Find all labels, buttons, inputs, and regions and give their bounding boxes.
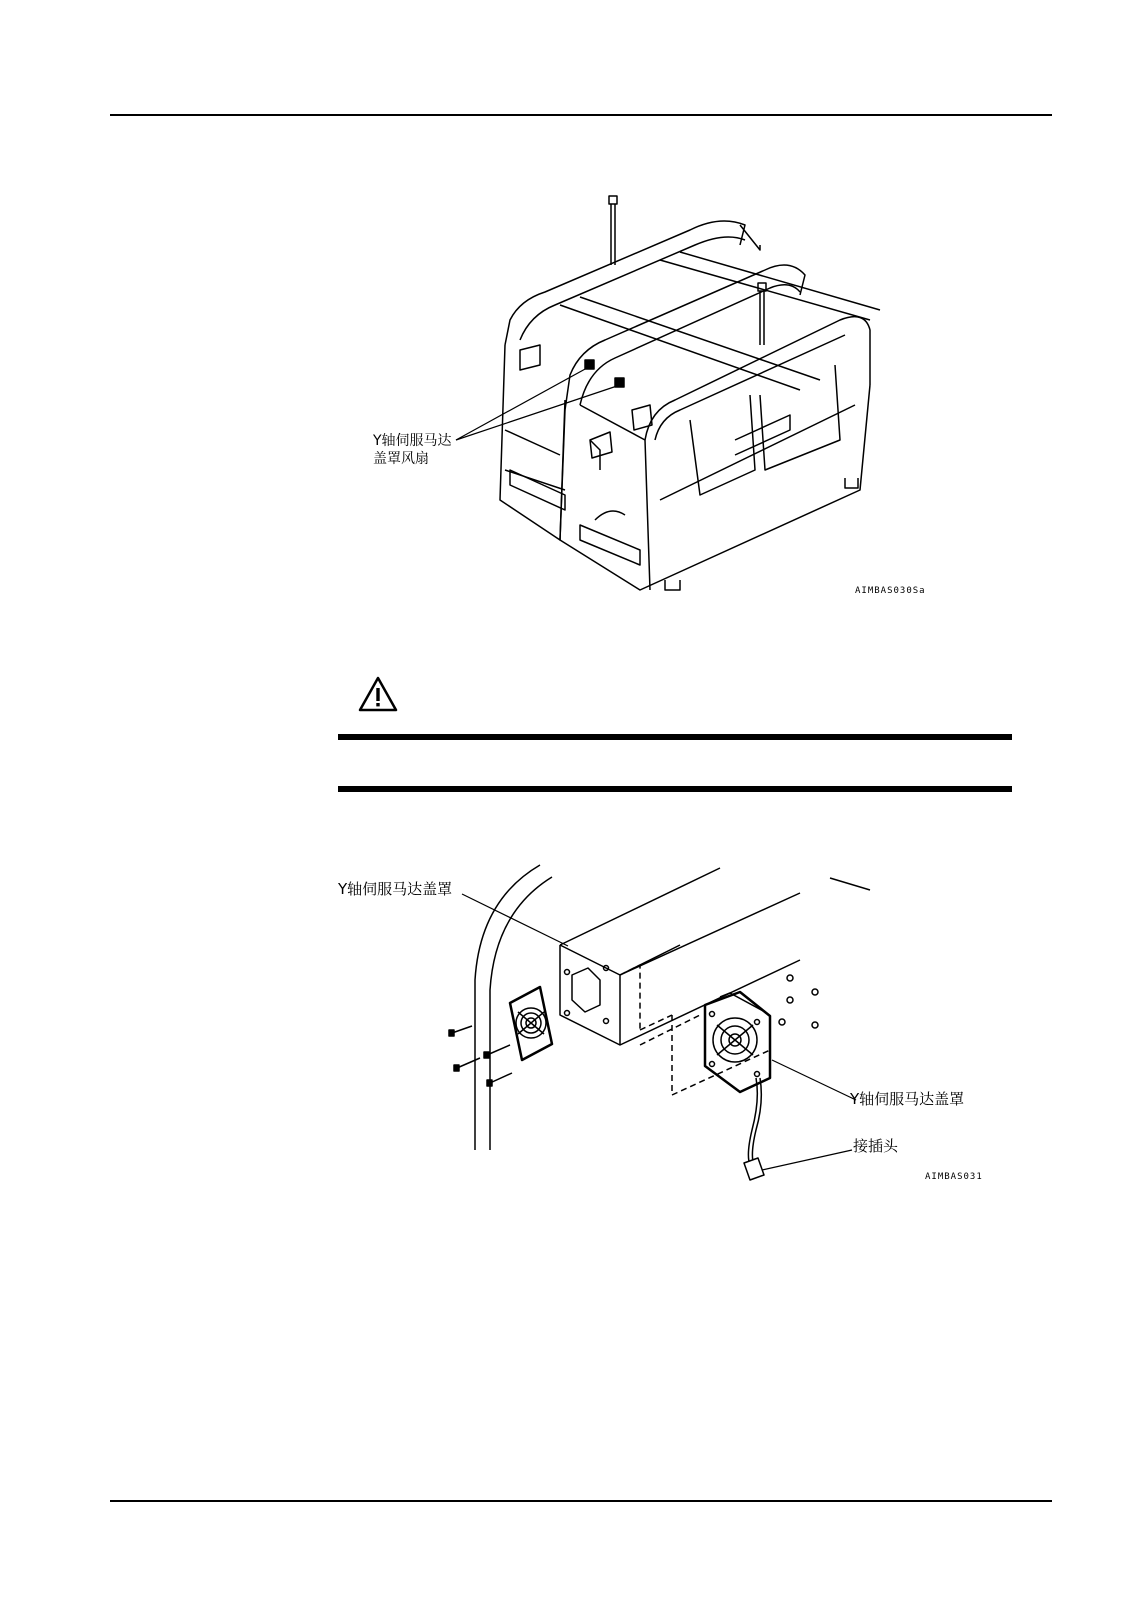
fan-callout-label: Y轴伺服马达 盖罩风扇: [373, 433, 452, 467]
cover-label: Y轴伺服马达盖罩: [338, 880, 453, 898]
figure1-image-code: AIMBAS030Sa: [855, 586, 926, 596]
connector-label: 接插头: [853, 1137, 899, 1155]
fan-label: Y轴伺服马达盖罩: [850, 1090, 965, 1108]
figure2-image-code: AIMBAS031: [925, 1172, 983, 1182]
